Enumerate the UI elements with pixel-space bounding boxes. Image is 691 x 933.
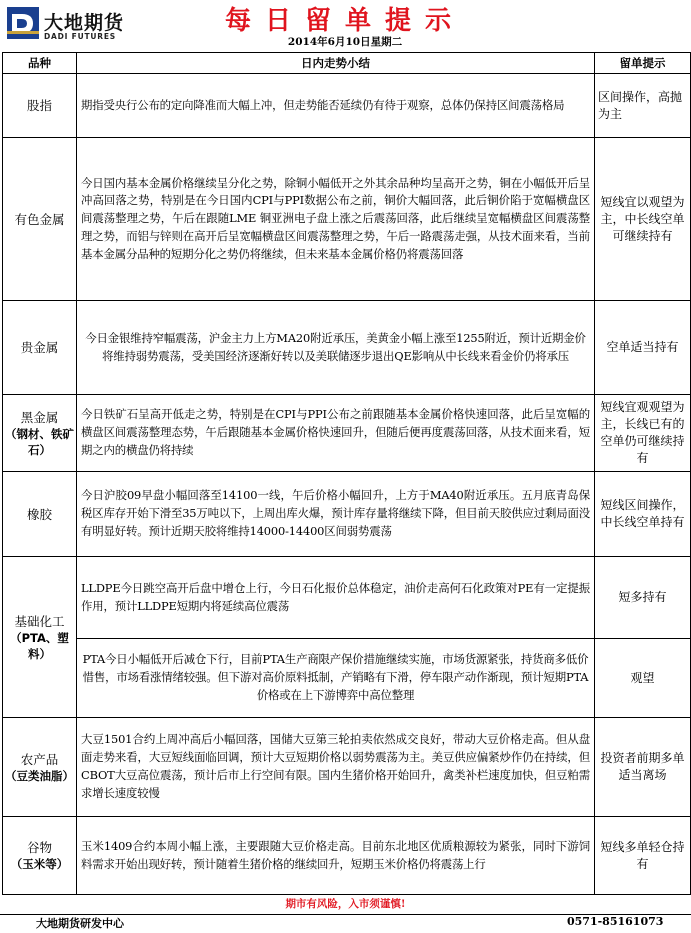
table-row: [3, 639, 691, 718]
summary-cell: 今日金银维持窄幅震荡，沪金主力上方MA20附近承压，美黄金小幅上涨至1255附近，预计近期金价将维持弱势震荡，受美国经济逐渐好转以及美联储逐步退出QE影响从中长线来看金价仍将承压: [77, 301, 595, 395]
category-name: 基础化工: [14, 613, 65, 629]
advice-table: [2, 52, 691, 895]
advice-cell: 短线多单轻仓持有: [595, 817, 691, 895]
page-title: 每日留单提示: [224, 6, 465, 36]
advice-cell: 空单适当持有: [595, 301, 691, 395]
category-name: 谷物: [26, 840, 52, 855]
column-header-category: 品种: [3, 53, 77, 74]
table-row: [3, 817, 691, 895]
summary-cell: PTA今日小幅低开后减仓下行，目前PTA生产商限产保价措施继续实施，市场货源紧张，持货商多低价惜售，市场看涨情绪较强。但下游对高价原料抵制，产销略有下滑，停车限产动作渐现，预计短期PTA价格或在上下游博弈中高位整理: [77, 639, 595, 718]
category-name: 股指: [26, 98, 52, 113]
summary-cell: 期指受央行公布的定向降准而大幅上冲，但走势能否延续仍有待于观察，总体仍保持区间震荡格局: [77, 74, 595, 138]
summary-cell: 大豆1501合约上周冲高后小幅回落，国储大豆第三轮拍卖依然成交良好，带动大豆价格走高。但从盘面走势来看，大豆短线面临回调，预计大豆短期价格以弱势震荡为主。美豆供应偏紧炒作仍在持续，但CBOT大豆高位震荡，预计后市上行空间有限。国内生猪价格开始回升，禽类补栏速度加快，但豆粕需求增长速度较慢: [77, 718, 595, 817]
category-name: 农产品: [20, 751, 59, 767]
summary-cell: LLDPE今日跳空高开后盘中增仓上行，今日石化报价总体稳定，油价走高何石化政策对PE有一定提振作用，预计LLDPE短期内将延续高位震荡: [77, 557, 595, 639]
category-subtitle: （玉米等）: [10, 857, 69, 871]
footer-phone: 0571-85161073: [567, 915, 664, 928]
column-header-advice: 留单提示: [595, 53, 691, 74]
risk-warning: 期市有风险，入市须谨慎!: [285, 898, 406, 910]
advice-cell: 短线区间操作，中长线空单持有: [595, 472, 691, 557]
table-row: [3, 138, 691, 301]
column-header-summary: 日内走势小结: [77, 53, 595, 74]
table-row: [3, 301, 691, 395]
advice-cell: 观望: [595, 639, 691, 718]
category-cell: [3, 557, 77, 718]
category-cell: [3, 301, 77, 395]
table-row: [3, 74, 691, 138]
advice-cell: 短多持有: [595, 557, 691, 639]
table-row: [3, 472, 691, 557]
company-logo: [6, 6, 156, 42]
advice-cell: 区间操作，高抛为主: [595, 74, 691, 138]
table-row: [3, 718, 691, 817]
category-cell: [3, 718, 77, 817]
category-subtitle: （豆类油脂）: [5, 768, 74, 783]
logo-english-name: DADI FUTURES: [44, 32, 116, 41]
advice-cell: 短线宜观观望为主，长线已有的空单仍可继续持有: [595, 395, 691, 472]
report-date: 2014年6月10日星期二: [287, 36, 403, 48]
category-cell: [3, 472, 77, 557]
table-row: [3, 557, 691, 639]
category-name: 有色金属: [14, 211, 65, 227]
table-row: [3, 395, 691, 472]
advice-cell: 投资者前期多单适当离场: [595, 718, 691, 817]
logo-mark-icon: [6, 6, 40, 40]
summary-cell: 玉米1409合约本周小幅上涨，主要跟随大豆价格走高。目前东北地区优质粮源较为紧张，同时下游饲料需求开始出现好转，预计随着生猪价格的继续回升，短期玉米价格仍将震荡上行: [77, 817, 595, 895]
footer: [0, 914, 691, 933]
category-subtitle: （钢材、铁矿石）: [5, 426, 74, 457]
summary-cell: 今日国内基本金属价格继续呈分化之势，除铜小幅低开之外其余品种均呈高开之势，铜在小幅低开后呈冲高回落之势，特别是在今日国内CPI与PPI数据公布之前，铜价大幅回落，此后铜价陷于宽幅横盘区间震荡整理之势，午后在跟随LME 铜亚洲电子盘上涨之后震荡回落，此后继续呈宽幅横盘区间震荡整理之势，而铝与锌则在高开后呈宽幅横盘区间震荡整理之势，午后一路震荡走强，从技术面来看，当前基本金属分品种的短期分化之势仍将继续，但未来基本金属价格仍将震荡回落: [77, 138, 595, 301]
category-cell: [3, 74, 77, 138]
category-name: 贵金属: [20, 340, 59, 355]
category-cell: [3, 395, 77, 472]
category-cell: [3, 138, 77, 301]
advice-cell: 短线宜以观望为主，中长线空单可继续持有: [595, 138, 691, 301]
category-name: 橡胶: [26, 506, 52, 522]
category-cell: [3, 817, 77, 895]
logo-chinese-name: 大地期货: [44, 12, 125, 34]
table-header-row: [3, 53, 691, 74]
header: [0, 0, 691, 52]
category-subtitle: （PTA、塑料）: [10, 630, 69, 661]
category-name: 黑金属: [20, 409, 59, 425]
summary-cell: 今日沪胶09早盘小幅回落至14100一线，午后价格小幅回升，上方于MA40附近承压。五月底青岛保税区库存开始下滑至35万吨以下，上周出库火爆，预计库存量将继续下降，但目前天胶供应过剩局面没有明显好转。预计近期天胶将维持14000-14400区间弱势震荡: [77, 472, 595, 557]
summary-cell: 今日铁矿石呈高开低走之势，特别是在CPI与PPI公布之前跟随基本金属价格快速回落，此后呈宽幅的横盘区间震荡整理态势，午后跟随基本金属价格快速回升，但随后便再度震荡回落，从技术面来看，短期之内的横盘仍将持续: [77, 395, 595, 472]
footer-organization: 大地期货研发中心: [36, 917, 124, 930]
